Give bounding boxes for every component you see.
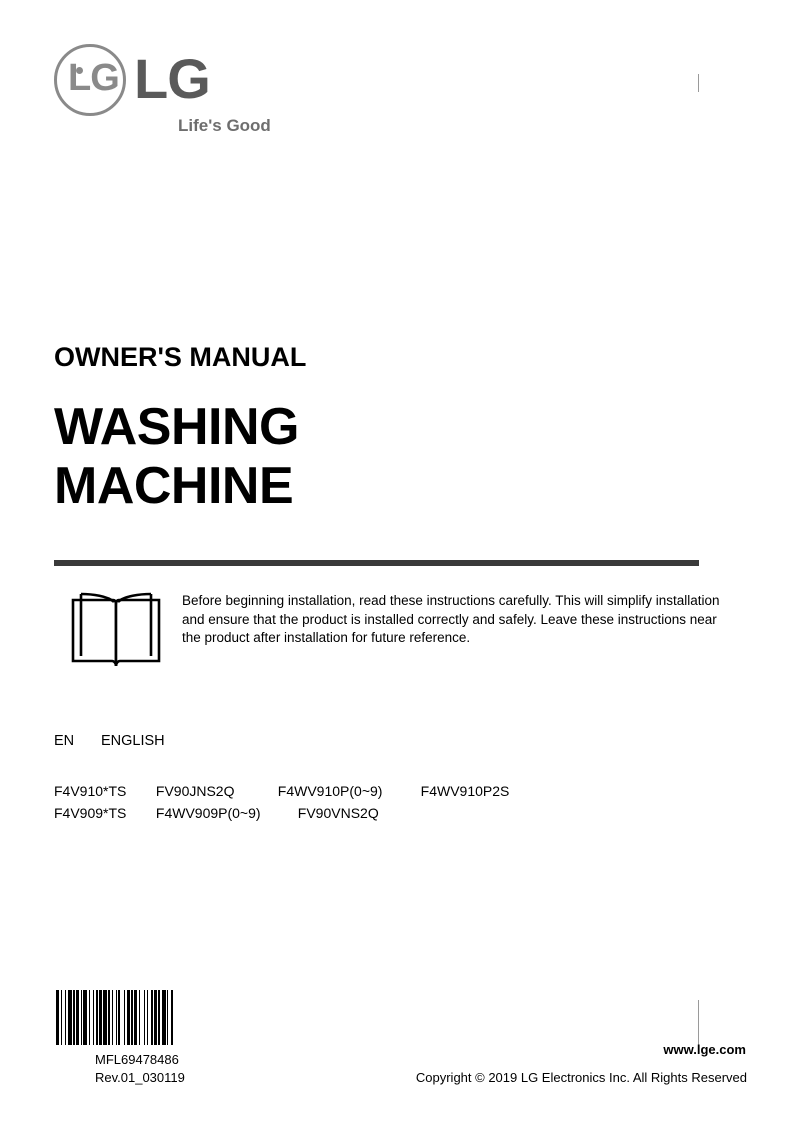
- lg-tagline: Life's Good: [178, 116, 271, 135]
- revision-number: Rev.01_030119: [95, 1070, 185, 1085]
- website-url: www.lge.com: [663, 1042, 746, 1057]
- language-name: ENGLISH: [101, 733, 165, 749]
- page-title-line-2: MACHINE: [54, 457, 294, 515]
- open-book-icon: [70, 592, 162, 672]
- installation-notice: Before beginning installation, read these instructions carefully. This will simplify installation and ensure that the product is installed correctly and safely. Leave these instructions near the product after installation for future reference.: [182, 593, 720, 645]
- lg-logo-mark-text: LG: [68, 57, 119, 99]
- owners-manual-label: OWNER'S MANUAL: [54, 342, 307, 372]
- mfl-number: MFL69478486: [95, 1052, 179, 1067]
- barcode: [56, 990, 271, 1045]
- page-title-line-1: WASHING: [54, 398, 299, 456]
- model-number: F4V910*TS: [54, 783, 127, 799]
- model-number: F4WV909P(0~9): [155, 805, 261, 821]
- crop-mark-top: [698, 74, 699, 92]
- model-number-list: [54, 780, 714, 824]
- model-number: FV90JNS2Q: [155, 783, 235, 799]
- model-number: F4V909*TS: [54, 805, 127, 821]
- model-row: [54, 780, 714, 802]
- model-number: F4WV910P2S: [420, 783, 510, 799]
- language-code: EN: [54, 733, 75, 749]
- model-row: [54, 802, 714, 824]
- lg-logo: [54, 44, 274, 144]
- title-divider: [54, 560, 699, 566]
- model-number: F4WV910P(0~9): [277, 783, 383, 799]
- copyright-notice: Copyright © 2019 LG Electronics Inc. All Rights Reserved: [415, 1070, 747, 1085]
- model-number: FV90VNS2Q: [297, 805, 379, 821]
- lg-logo-wordmark: LG: [134, 47, 210, 110]
- page-title: [54, 398, 299, 516]
